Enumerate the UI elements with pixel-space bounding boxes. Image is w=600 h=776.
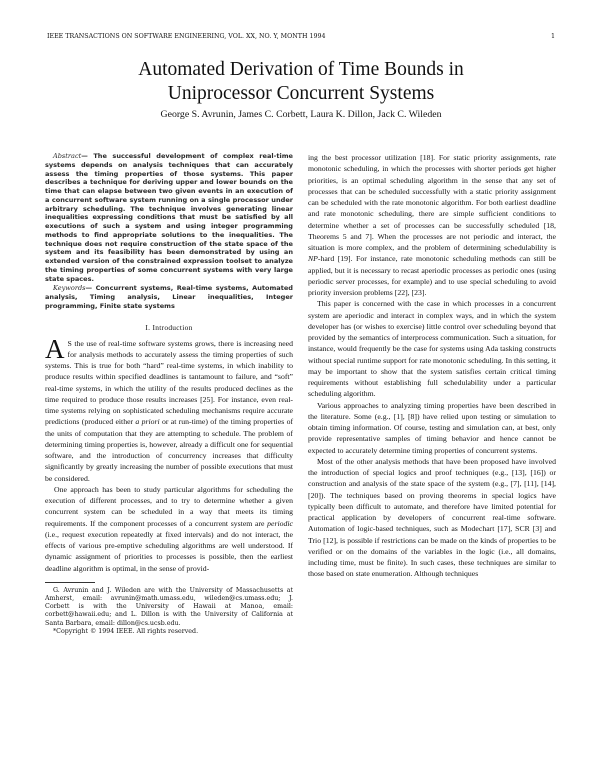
running-header	[47, 33, 555, 43]
drop-cap: A	[45, 333, 65, 364]
title-line-2: Uniprocessor Concurrent Systems	[167, 82, 435, 104]
copyright-notice: *Copyright © 1994 IEEE. All rights reserved.	[53, 627, 199, 635]
intro-paragraph-1	[45, 333, 294, 484]
abstract	[45, 152, 293, 283]
right-p1-end: -hard [19]. For instance, rate monotonic scheduling methods can still be applied, but it is necessary to recast aperiodic processes as periodic ones (using periodic server processes, for example) and to use special scheduling to avoid priority inversion problems [22], [23].	[308, 254, 556, 297]
section-heading: I. Introduction	[145, 322, 193, 332]
np-term: NP	[308, 254, 318, 264]
right-paragraph-3: Various approaches to analyzing timing properties have been described in the literature. Some (e.g., [1], [8]) have relied upon testing or simulation to obtain timing information. Of course, testing and simulation can, at best, only provide representative samples of timing behavior and hence cannot be expected to accurately determine timing properties of concurrent systems.	[308, 400, 556, 455]
abstract-label: Abstract	[53, 152, 82, 160]
right-p1-text: ing the best processor utilization [18]. For static priority assignments, rate monotonic scheduling, in which the processes with shorter periods get higher priorities, is an optimal scheduling algorithm in the sense that any set of processes that can be scheduled successfully with a static priority assignment can be scheduled with the rate monotonic algorithm. For both earliest deadline and rate monotonic scheduling, there are simple sufficient conditions to determine whether a set of processes can be successfully scheduled [18, Theorems 5 and 7]. When the processes are not periodic and interact, the situation is more complex, and the problem of determining schedulability is	[308, 153, 556, 252]
author-footnote: G. Avrunin and J. Wileden are with the University of Massachusetts at Amherst, email: avrunin@math.umass.edu, wileden@cs.umass.edu; J. Corbett is with the University of Hawaii at Manoa, email: corbett@hawaii.edu; and L. Dillon is with the University of California at Santa Barbara, email: dillon@cs.ucsb.edu.	[45, 586, 293, 627]
periodic-term: periodic	[267, 518, 293, 528]
a-priori-term: a priori	[135, 417, 160, 427]
right-column	[308, 152, 556, 580]
author-list: George S. Avrunin, James C. Corbett, Laura K. Dillon, Jack C. Wileden	[160, 109, 442, 120]
intro-p2-text: One approach has been to study particular algorithms for scheduling the execution of different processes, and to try to determine whether a given concurrent system can be scheduled in a way that meets its timing requirements. If the component processes of a concurrent system are	[45, 484, 293, 528]
intro-paragraph-2	[45, 484, 293, 574]
intro-p1-end: or at run-time) of the timing properties of the units of computation that they are attempting to schedule. The problem of determining timing properties is, however, already a difficult one for sequential software, and the introduction of concurrency increases that difficulty significantly by greatly increasing the number of possible executions that must be considered.	[45, 417, 294, 483]
keywords-text: — Concurrent systems, Real-time systems, Automated analysis, Timing analysis, Linear inequalities, Integer programming, Finite state systems	[45, 284, 293, 310]
page-number: 1	[550, 33, 555, 40]
paper-title	[47, 58, 555, 105]
title-line-1: Automated Derivation of Time Bounds in	[138, 59, 464, 80]
intro-p2-end: (i.e., request execution repeatedly at fixed intervals) and do not interact, the effects of various pre-emptive scheduling algorithms are well understood. If dynamic assignment of priorities to processes is possible, then the earliest deadline algorithm is optimal, in the sense of provid-	[45, 529, 293, 573]
footnote-rule	[45, 582, 95, 583]
right-paragraph-1	[308, 152, 556, 298]
intro-p1-text: S the use of real-time software systems grows, there is increasing need for analysis methods to accurately assess the timing properties of such systems. This is true for both “hard” real-time systems, in which inability to produce results within specified deadlines is tantamount to failure, and “soft” real-time systems, in which the utility of the results produced declines as the time required to produce those results increases [25]. For instance, even real-time systems relying on sophisticated scheduling mechanisms require accurate predictions (produced either	[45, 338, 293, 427]
keywords-label: Keywords	[53, 284, 86, 293]
journal-header: IEEE TRANSACTIONS ON SOFTWARE ENGINEERING, VOL. XX, NO. Y, MONTH 1994	[47, 33, 326, 40]
left-column	[45, 152, 293, 636]
right-paragraph-2: This paper is concerned with the case in which processes in a concurrent system are aperiodic and interact in complex ways, and in which the system developer has (or wishes to exercise) little control over scheduling beyond that provided by the semantics of interprocess communication. Such a situation, for instance, would frequently be the case for systems using Ada tasking constructs without special runtime support for rate monotonic scheduling. In this setting, it may be important to show that the system satisfies certain critical timing requirements without establishing full schedulability under a particular scheduling algorithm.	[308, 299, 556, 399]
keywords	[45, 284, 293, 310]
abstract-text: — The successful development of complex real-time systems depends on analysis techniques that can accurately assess the timing properties of those systems. This paper describes a technique for deriving upper and lower bounds on the time that can elapse between two given events in an execution of a concurrent software system running on a single processor under arbitrary scheduling. The technique involves generating linear inequalities expressing conditions that must be satisfied by all executions of such a system and using integer programming methods to find appropriate solutions to the inequalities. The technique does not require construction of the state space of the system and its feasibility has been demonstrated by using an extended version of the constrained expression toolset to analyze the timing properties of some concurrent systems with very large state spaces.	[45, 152, 293, 283]
right-paragraph-4: Most of the other analysis methods that have been proposed have involved the introduction of special logics and proof techniques (e.g., [13], [16]) or construction and analysis of the state space of the system (e.g., [7], [11], [14], [20]). The techniques based on proving theorems in special logics have typically been difficult to automate, and therefore have limited potential for practical application by developers of concurrent real-time software. Automation of logic-based techniques, such as Modechart [17], SCR [3] and Trio [12], is possible if restrictions can be made on the kinds of properties to be verified or on the domains of the variables in the logic (i.e., all domains, including time, must be finite). In such cases, these techniques are similar to those based on state enumeration. Although techniques	[308, 456, 556, 579]
